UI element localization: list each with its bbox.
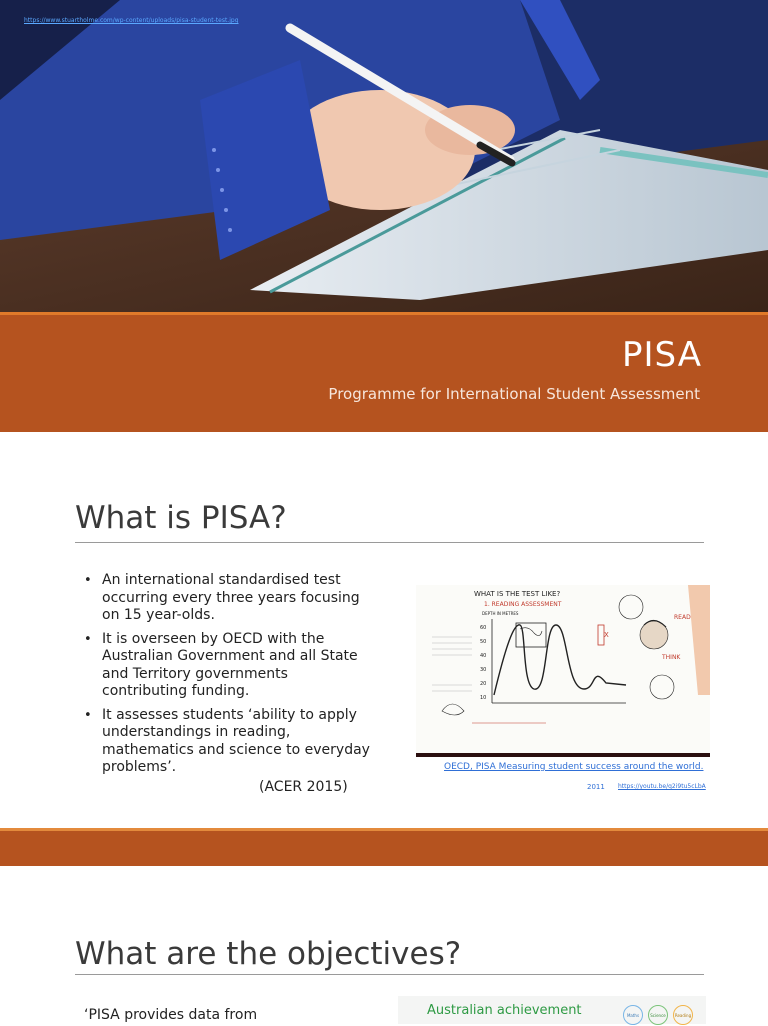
video-year[interactable]: 2011 (587, 783, 605, 791)
sketch-axis-label: DEPTH IN METRES (482, 611, 519, 616)
sketch-y-tick: 10 (480, 695, 487, 701)
science-circle: Science (648, 1005, 668, 1025)
section-band (0, 831, 768, 866)
sketch-think-word: THINK (662, 654, 681, 661)
sketch-title: WHAT IS THE TEST LIKE? (474, 590, 561, 598)
slide-subtitle: Programme for International Student Assessment (328, 385, 700, 403)
citation: (ACER 2015) (259, 779, 348, 795)
section-heading-objectives: What are the objectives? (75, 936, 462, 972)
section-heading-what-is-pisa: What is PISA? (75, 500, 287, 536)
heading-divider (75, 974, 704, 975)
reading-assessment-sketch (416, 585, 710, 753)
video-caption-link[interactable]: OECD, PISA Measuring student success around the world. (444, 762, 704, 772)
objectives-quote: ‘PISA provides data from (84, 1007, 258, 1023)
hero-photo (0, 0, 768, 312)
maths-circle: Maths (623, 1005, 643, 1025)
sketch-read-word: READ (674, 614, 691, 621)
achievement-title: Australian achievement (427, 1003, 582, 1018)
slide-title: PISA (621, 335, 702, 375)
sketch-y-tick: 40 (480, 653, 487, 659)
image-source-link[interactable]: https://www.stuartholme.com/wp-content/uploads/pisa-student-test.jpg (24, 17, 239, 24)
heading-divider (75, 542, 704, 543)
bullet-item: • It is overseen by OECD with the Australian Government and all State and Territory governments contributing funding. (84, 631, 374, 701)
svg-text:X: X (604, 631, 609, 639)
reading-assessment-video-thumbnail[interactable] (416, 585, 710, 757)
reading-circle: Reading (673, 1005, 693, 1025)
video-url-link[interactable]: https://youtu.be/q2i9tu5cLbA (618, 783, 706, 790)
bullet-item: • It assesses students ‘ability to apply understandings in reading, mathematics and science to everyday problems’. (84, 707, 374, 777)
sketch-subtitle: 1. READING ASSESSMENT (484, 601, 562, 608)
title-band (0, 312, 768, 432)
sketch-y-tick: 60 (480, 625, 487, 631)
pisa-bullet-list (84, 572, 374, 783)
student-writing-illustration (0, 0, 768, 312)
bullet-item: • An international standardised test occurring every three years focusing on 15 year-olds. (84, 572, 374, 625)
sketch-y-tick: 50 (480, 639, 487, 645)
sketch-y-tick: 30 (480, 667, 487, 673)
sketch-y-tick: 20 (480, 681, 487, 687)
